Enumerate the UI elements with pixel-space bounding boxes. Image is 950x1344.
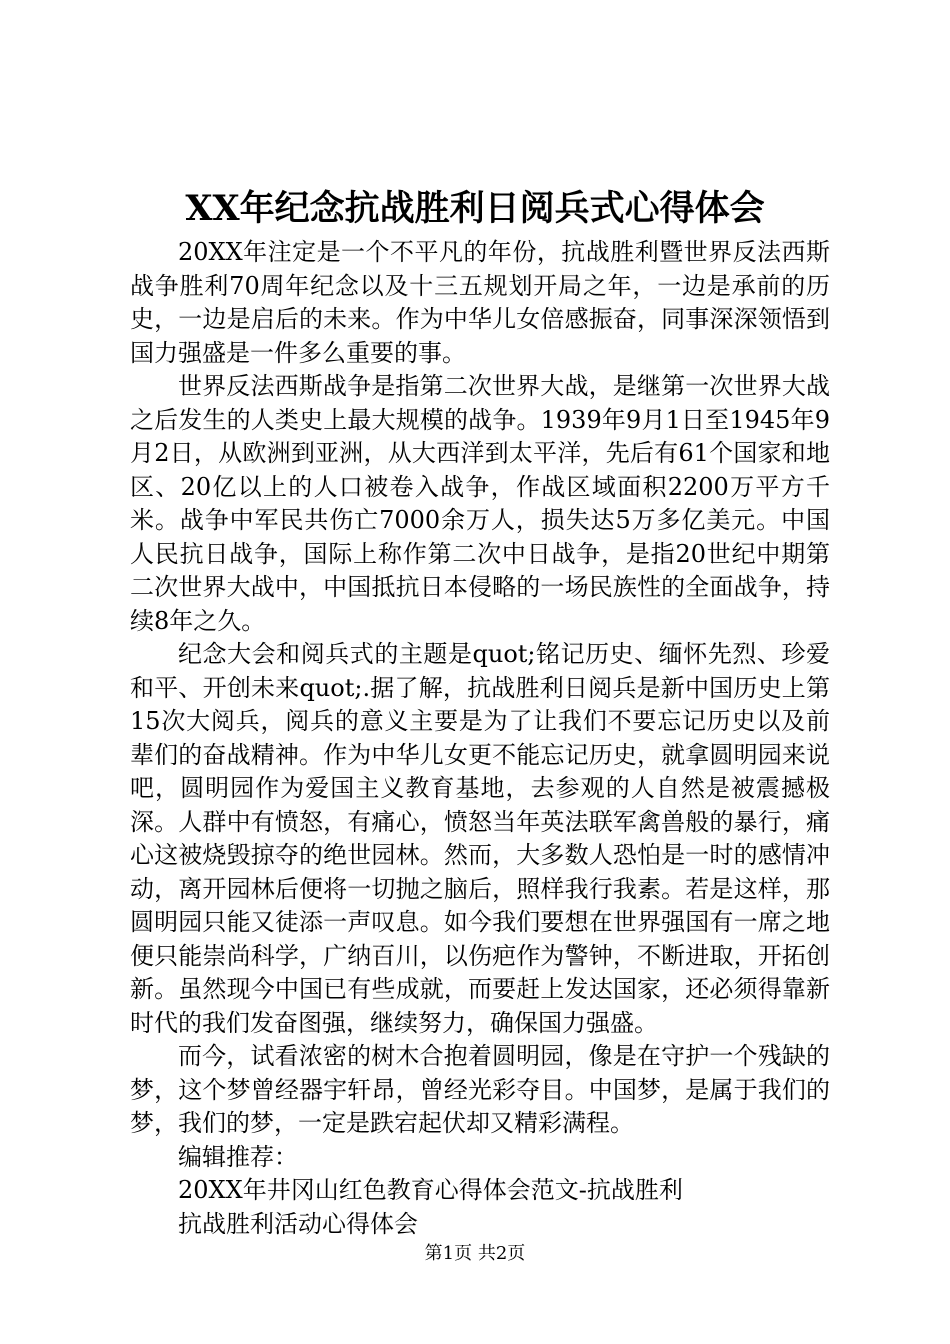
document-title: XX年纪念抗战胜利日阅兵式心得体会: [185, 188, 765, 229]
paragraph-1: 20XX年注定是一个不平凡的年份，抗战胜利暨世界反法西斯战争胜利70周年纪念以及十三五规划开局之年，一边是承前的历史，一边是启后的未来。作为中华儿女倍感振奋，同事深深领悟到国力强盛是一件多么重要的事。: [130, 238, 830, 367]
recommend-label: 编辑推荐：: [178, 1142, 298, 1171]
document-body: [130, 236, 830, 1241]
paragraph-3: 纪念大会和阅兵式的主题是quot;铭记历史、缅怀先烈、珍爱和平、开创未来quot;.据了解，抗战胜利日阅兵是新中国历史上第15次大阅兵，阅兵的意义主要是为了让我们不要忘记历史以及前辈们的奋战精神。作为中华儿女更不能忘记历史，就拿圆明园来说吧，圆明园作为爱国主义教育基地，去参观的人自然是被震撼极深。人群中有愤怒，有痛心，愤怒当年英法联军禽兽般的暴行，痛心这被烧毁掠夺的绝世园林。然而，大多数人恐怕是一时的感情冲动，离开园林后便将一切抛之脑后，照样我行我素。若是这样，那圆明园只能又徒添一声叹息。如今我们要想在世界强国有一席之地便只能崇尚科学，广纳百川，以伤疤作为警钟，不断进取，开拓创新。虽然现今中国已有些成就，而要赶上发达国家，还必须得靠新时代的我们发奋图强，继续努力，确保国力强盛。: [130, 640, 830, 1037]
page-number-footer: 第1页 共2页: [424, 1243, 526, 1264]
paragraph-4: 而今，试看浓密的树木合抱着圆明园，像是在守护一个残缺的梦，这个梦曾经器宇轩昂，曾经光彩夺目。中国梦，是属于我们的梦，我们的梦，一定是跌宕起伏却又精彩满程。: [130, 1042, 830, 1137]
recommend-link-1[interactable]: 20XX年井冈山红色教育心得体会范文-抗战胜利: [178, 1176, 683, 1204]
recommend-link-2[interactable]: 抗战胜利活动心得体会: [178, 1209, 418, 1238]
paragraph-2: 世界反法西斯战争是指第二次世界大战，是继第一次世界大战之后发生的人类史上最大规模的战争。1939年9月1日至1945年9月2日，从欧洲到亚洲，从大西洋到太平洋，先后有61个国家和地区、20亿以上的人口被卷入战争，作战区域面积2200万平方千米。战争中军民共伤亡7000余万人，损失达5万多亿美元。中国人民抗日战争，国际上称作第二次中日战争，是指20世纪中期第二次世界大战中，中国抵抗日本侵略的一场民族性的全面战争，持续8年之久。: [130, 372, 830, 635]
